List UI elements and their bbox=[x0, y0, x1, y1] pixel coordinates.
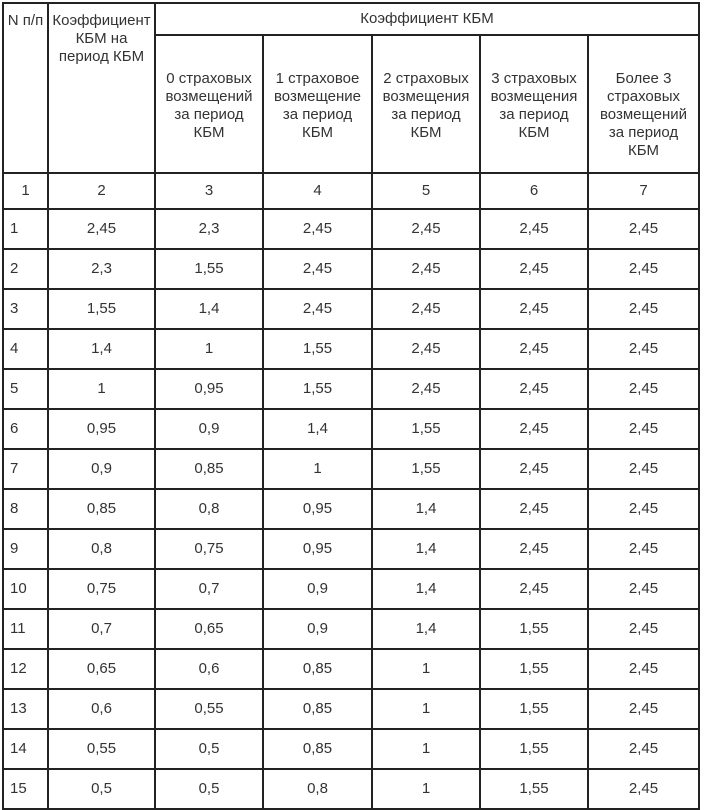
table-cell: 2,45 bbox=[588, 769, 699, 809]
table-cell: 2,45 bbox=[588, 329, 699, 369]
header-group-cell bbox=[155, 3, 699, 35]
table-cell: 1,55 bbox=[155, 249, 263, 289]
table-cell: 1,4 bbox=[263, 409, 372, 449]
row-number-cell: 1 bbox=[3, 209, 48, 249]
header-group: Коэффициент КБМ bbox=[360, 10, 494, 27]
row-number-cell: 4 bbox=[3, 329, 48, 369]
table-cell: 2,45 bbox=[588, 609, 699, 649]
table-row bbox=[3, 649, 699, 689]
header-sub-cell bbox=[372, 35, 480, 173]
table-cell: 0,65 bbox=[48, 649, 155, 689]
table-cell: 0,85 bbox=[263, 689, 372, 729]
row-number-cell: 7 bbox=[3, 449, 48, 489]
table-cell: 1 bbox=[372, 729, 480, 769]
table-cell: 2,3 bbox=[48, 249, 155, 289]
header-coef-period-cell bbox=[48, 3, 155, 173]
table-row bbox=[3, 209, 699, 249]
table-cell: 0,9 bbox=[263, 569, 372, 609]
table-row bbox=[3, 769, 699, 809]
header-sub-0: 0 страховых возмещений за период КБМ bbox=[165, 70, 253, 141]
table-cell: 0,75 bbox=[155, 529, 263, 569]
header-sub-3: 3 страховых возмещения за период КБМ bbox=[490, 70, 578, 141]
table-cell: 0,85 bbox=[48, 489, 155, 529]
table-cell: 2,45 bbox=[588, 489, 699, 529]
table-cell: 2,45 bbox=[480, 329, 588, 369]
row-number-cell: 9 bbox=[3, 529, 48, 569]
table-cell: 2,45 bbox=[372, 209, 480, 249]
table-cell: 1 bbox=[263, 449, 372, 489]
table-cell: 0,9 bbox=[48, 449, 155, 489]
table-cell: 1,55 bbox=[263, 329, 372, 369]
table-cell: 2,45 bbox=[480, 449, 588, 489]
header-n: N п/п bbox=[7, 12, 44, 29]
row-number-cell: 5 bbox=[3, 369, 48, 409]
table-cell: 0,55 bbox=[155, 689, 263, 729]
table-cell: 0,9 bbox=[263, 609, 372, 649]
row-number-cell: 12 bbox=[3, 649, 48, 689]
row-number-cell: 3 bbox=[3, 289, 48, 329]
table-cell: 1 bbox=[155, 329, 263, 369]
table-cell: 0,85 bbox=[155, 449, 263, 489]
table-cell: 0,95 bbox=[155, 369, 263, 409]
table-cell: 2,45 bbox=[480, 529, 588, 569]
table-row bbox=[3, 569, 699, 609]
table-cell: 2,45 bbox=[263, 249, 372, 289]
table-cell: 0,65 bbox=[155, 609, 263, 649]
row-number-cell: 15 bbox=[3, 769, 48, 809]
table-cell: 0,8 bbox=[155, 489, 263, 529]
table-cell: 0,85 bbox=[263, 729, 372, 769]
header-sub-cell bbox=[480, 35, 588, 173]
table-row bbox=[3, 329, 699, 369]
table-cell: 0,8 bbox=[263, 769, 372, 809]
table-cell: 0,85 bbox=[263, 649, 372, 689]
row-number-cell: 6 bbox=[3, 409, 48, 449]
table-cell: 1,55 bbox=[372, 409, 480, 449]
table-cell: 1 bbox=[372, 769, 480, 809]
table-cell: 2,45 bbox=[588, 289, 699, 329]
table-row bbox=[3, 529, 699, 569]
table-cell: 1,4 bbox=[372, 569, 480, 609]
table-cell: 1,55 bbox=[480, 729, 588, 769]
column-number-cell: 4 bbox=[263, 173, 372, 209]
table-cell: 2,45 bbox=[480, 369, 588, 409]
table-cell: 0,6 bbox=[48, 689, 155, 729]
table-cell: 1 bbox=[372, 649, 480, 689]
row-number-cell: 11 bbox=[3, 609, 48, 649]
table-cell: 2,45 bbox=[588, 449, 699, 489]
table-cell: 2,45 bbox=[588, 729, 699, 769]
header-sub-1: 1 страховое возмещение за период КБМ bbox=[273, 70, 362, 141]
table-row bbox=[3, 369, 699, 409]
table-cell: 1,4 bbox=[372, 609, 480, 649]
table-cell: 1,4 bbox=[48, 329, 155, 369]
table-cell: 1,55 bbox=[480, 609, 588, 649]
table-cell: 2,45 bbox=[48, 209, 155, 249]
column-number-cell: 3 bbox=[155, 173, 263, 209]
header-coef-period: Коэффициент КБМ на период КБМ bbox=[52, 12, 151, 65]
header-sub-cell bbox=[263, 35, 372, 173]
table-cell: 2,45 bbox=[588, 689, 699, 729]
column-number-cell: 1 bbox=[3, 173, 48, 209]
table-cell: 0,75 bbox=[48, 569, 155, 609]
table-cell: 1,55 bbox=[480, 769, 588, 809]
table-cell: 2,45 bbox=[263, 209, 372, 249]
row-number-cell: 13 bbox=[3, 689, 48, 729]
table-cell: 0,7 bbox=[48, 609, 155, 649]
table-cell: 2,45 bbox=[588, 569, 699, 609]
table-cell: 2,45 bbox=[588, 249, 699, 289]
table-cell: 0,5 bbox=[48, 769, 155, 809]
table-cell: 2,45 bbox=[480, 209, 588, 249]
table-row bbox=[3, 409, 699, 449]
table-cell: 2,45 bbox=[372, 249, 480, 289]
table-cell: 1,55 bbox=[48, 289, 155, 329]
table-cell: 2,45 bbox=[372, 369, 480, 409]
header-sub-cell bbox=[155, 35, 263, 173]
table-cell: 0,95 bbox=[263, 529, 372, 569]
table-cell: 2,45 bbox=[372, 289, 480, 329]
header-sub-4: Более 3 страховых возмещений за период КБМ bbox=[599, 70, 688, 159]
table-cell: 2,45 bbox=[480, 569, 588, 609]
table-row bbox=[3, 729, 699, 769]
column-number-cell: 7 bbox=[588, 173, 699, 209]
header-row-top bbox=[3, 3, 699, 35]
table-row bbox=[3, 489, 699, 529]
row-number-cell: 14 bbox=[3, 729, 48, 769]
table-cell: 2,3 bbox=[155, 209, 263, 249]
column-number-row bbox=[3, 173, 699, 209]
table-cell: 2,45 bbox=[480, 249, 588, 289]
kbm-table bbox=[2, 2, 700, 810]
table-row bbox=[3, 249, 699, 289]
table-cell: 1 bbox=[48, 369, 155, 409]
table-row bbox=[3, 689, 699, 729]
column-number-cell: 2 bbox=[48, 173, 155, 209]
header-sub-cell bbox=[588, 35, 699, 173]
table-cell: 1,55 bbox=[263, 369, 372, 409]
table-cell: 0,6 bbox=[155, 649, 263, 689]
table-cell: 0,7 bbox=[155, 569, 263, 609]
table-cell: 2,45 bbox=[480, 409, 588, 449]
table-row bbox=[3, 449, 699, 489]
table-cell: 0,9 bbox=[155, 409, 263, 449]
header-n-cell bbox=[3, 3, 48, 173]
table-cell: 0,95 bbox=[48, 409, 155, 449]
table-cell: 1 bbox=[372, 689, 480, 729]
table-cell: 2,45 bbox=[372, 329, 480, 369]
table-row bbox=[3, 289, 699, 329]
row-number-cell: 8 bbox=[3, 489, 48, 529]
table-cell: 0,55 bbox=[48, 729, 155, 769]
header-sub-2: 2 страховых возмещения за период КБМ bbox=[382, 70, 470, 141]
table-cell: 1,4 bbox=[372, 489, 480, 529]
table-cell: 1,55 bbox=[480, 649, 588, 689]
column-number-cell: 5 bbox=[372, 173, 480, 209]
table-cell: 1,55 bbox=[372, 449, 480, 489]
table-cell: 2,45 bbox=[480, 489, 588, 529]
table-cell: 1,55 bbox=[480, 689, 588, 729]
table-cell: 2,45 bbox=[480, 289, 588, 329]
table-cell: 0,5 bbox=[155, 769, 263, 809]
table-cell: 2,45 bbox=[588, 649, 699, 689]
table-cell: 1,4 bbox=[372, 529, 480, 569]
table-cell: 1,4 bbox=[155, 289, 263, 329]
table-row bbox=[3, 609, 699, 649]
table-cell: 0,8 bbox=[48, 529, 155, 569]
table-cell: 2,45 bbox=[588, 409, 699, 449]
row-number-cell: 2 bbox=[3, 249, 48, 289]
table-cell: 0,95 bbox=[263, 489, 372, 529]
row-number-cell: 10 bbox=[3, 569, 48, 609]
table-cell: 2,45 bbox=[588, 529, 699, 569]
table-cell: 2,45 bbox=[588, 369, 699, 409]
table-cell: 2,45 bbox=[588, 209, 699, 249]
column-number-cell: 6 bbox=[480, 173, 588, 209]
table-cell: 0,5 bbox=[155, 729, 263, 769]
table-cell: 2,45 bbox=[263, 289, 372, 329]
